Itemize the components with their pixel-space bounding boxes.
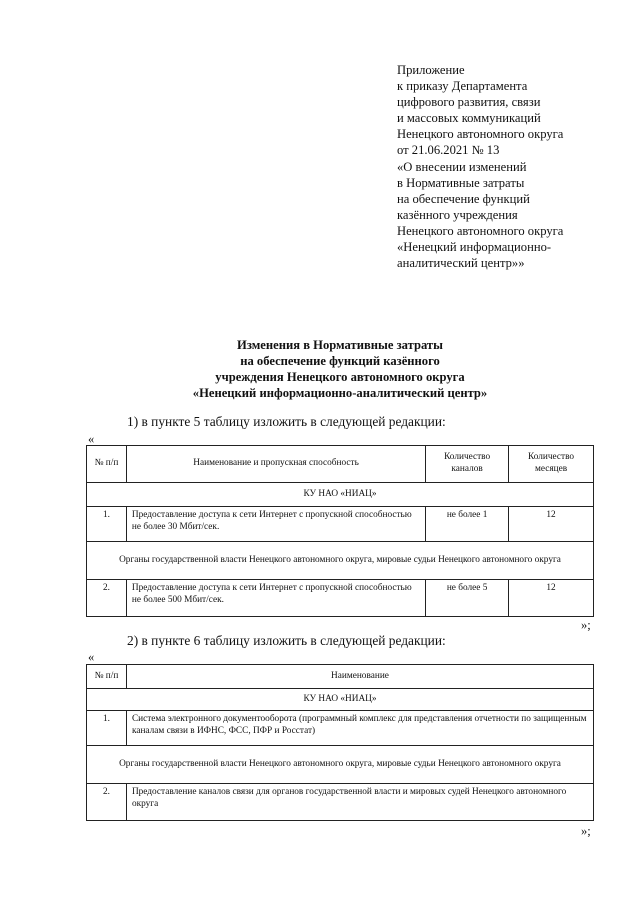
section2-close-quote: »; [581, 824, 591, 838]
table-row [87, 507, 594, 542]
appendix-line: Приложение [397, 63, 465, 77]
section1-close-quote: »; [581, 618, 591, 632]
row-num: 1. [87, 507, 127, 542]
table-group-row [87, 746, 594, 784]
table-group-row [87, 689, 594, 711]
table-header-row [87, 665, 594, 689]
row-months: 12 [509, 507, 594, 542]
document-title [60, 337, 620, 401]
title-line: «Ненецкий информационно-аналитический центр» [192, 386, 488, 400]
col-header-num: № п/п [87, 446, 127, 483]
row-num: 2. [87, 580, 127, 617]
col-header-name: Наименование [126, 665, 593, 689]
appendix-line: казённого учреждения [397, 207, 518, 222]
group-niac: КУ НАО «НИАЦ» [87, 689, 594, 711]
appendix-line: на обеспечение функций [397, 191, 530, 206]
section1-open-quote: « [88, 432, 95, 446]
section1-heading: 1) в пункте 5 таблицу изложить в следующей редакции: [127, 414, 446, 429]
group-authorities: Органы государственной власти Ненецкого автономного округа, мировые судьи Ненецкого автономного округа [87, 746, 594, 784]
row-name: Предоставление каналов связи для органов государственной власти и мировых судей Ненецкого автономного округа [126, 784, 593, 821]
row-months: 12 [509, 580, 594, 617]
table-row [87, 580, 594, 617]
table-row [87, 711, 594, 746]
col-header-name: Наименование и пропускная способность [126, 446, 425, 483]
appendix-line: в Нормативные затраты [397, 175, 525, 190]
appendix-line: «Ненецкий информационно- [397, 240, 552, 255]
row-name: Предоставление доступа к сети Интернет с пропускной способностью не более 500 Мбит/сек. [126, 580, 425, 617]
col-header-months: Количество месяцев [509, 446, 594, 483]
appendix-line: и массовых коммуникаций [397, 111, 541, 126]
row-name: Предоставление доступа к сети Интернет с пропускной способностью не более 30 Мбит/сек. [126, 507, 425, 542]
title-line: Изменения в Нормативные затраты [237, 338, 443, 352]
group-niac: КУ НАО «НИАЦ» [87, 483, 594, 507]
appendix-line: Ненецкого автономного округа [397, 223, 564, 238]
row-num: 2. [87, 784, 127, 821]
row-num: 1. [87, 711, 127, 746]
appendix-line: цифрового развития, связи [397, 95, 541, 110]
row-channels: не более 5 [426, 580, 509, 617]
appendix-line: «О внесении изменений [397, 159, 527, 174]
appendix-line: к приказу Департамента [397, 79, 528, 94]
appendix-line: от 21.06.2021 № 13 [397, 143, 500, 158]
section2-open-quote: « [88, 650, 95, 664]
row-name: Система электронного документооборота (программный комплекс для представления отчетности по защищенным каналам связи в ИФНС, ФСС, ПФР и Росстат) [126, 711, 593, 746]
section2-heading: 2) в пункте 6 таблицу изложить в следующей редакции: [127, 633, 446, 648]
table-point5 [86, 445, 594, 617]
col-header-channels: Количество каналов [426, 446, 509, 483]
col-header-num: № п/п [87, 665, 127, 689]
row-channels: не более 1 [426, 507, 509, 542]
appendix-line: Ненецкого автономного округа [397, 127, 564, 142]
table-row [87, 784, 594, 821]
table-point6 [86, 664, 594, 821]
appendix-line: аналитический центр»» [397, 256, 525, 271]
appendix-header [397, 62, 627, 271]
group-authorities: Органы государственной власти Ненецкого автономного округа, мировые судьи Ненецкого автономного округа [87, 542, 594, 580]
title-line: учреждения Ненецкого автономного округа [215, 370, 465, 384]
table-group-row [87, 483, 594, 507]
table-header-row [87, 446, 594, 483]
table-group-row [87, 542, 594, 580]
title-line: на обеспечение функций казённого [240, 354, 440, 368]
